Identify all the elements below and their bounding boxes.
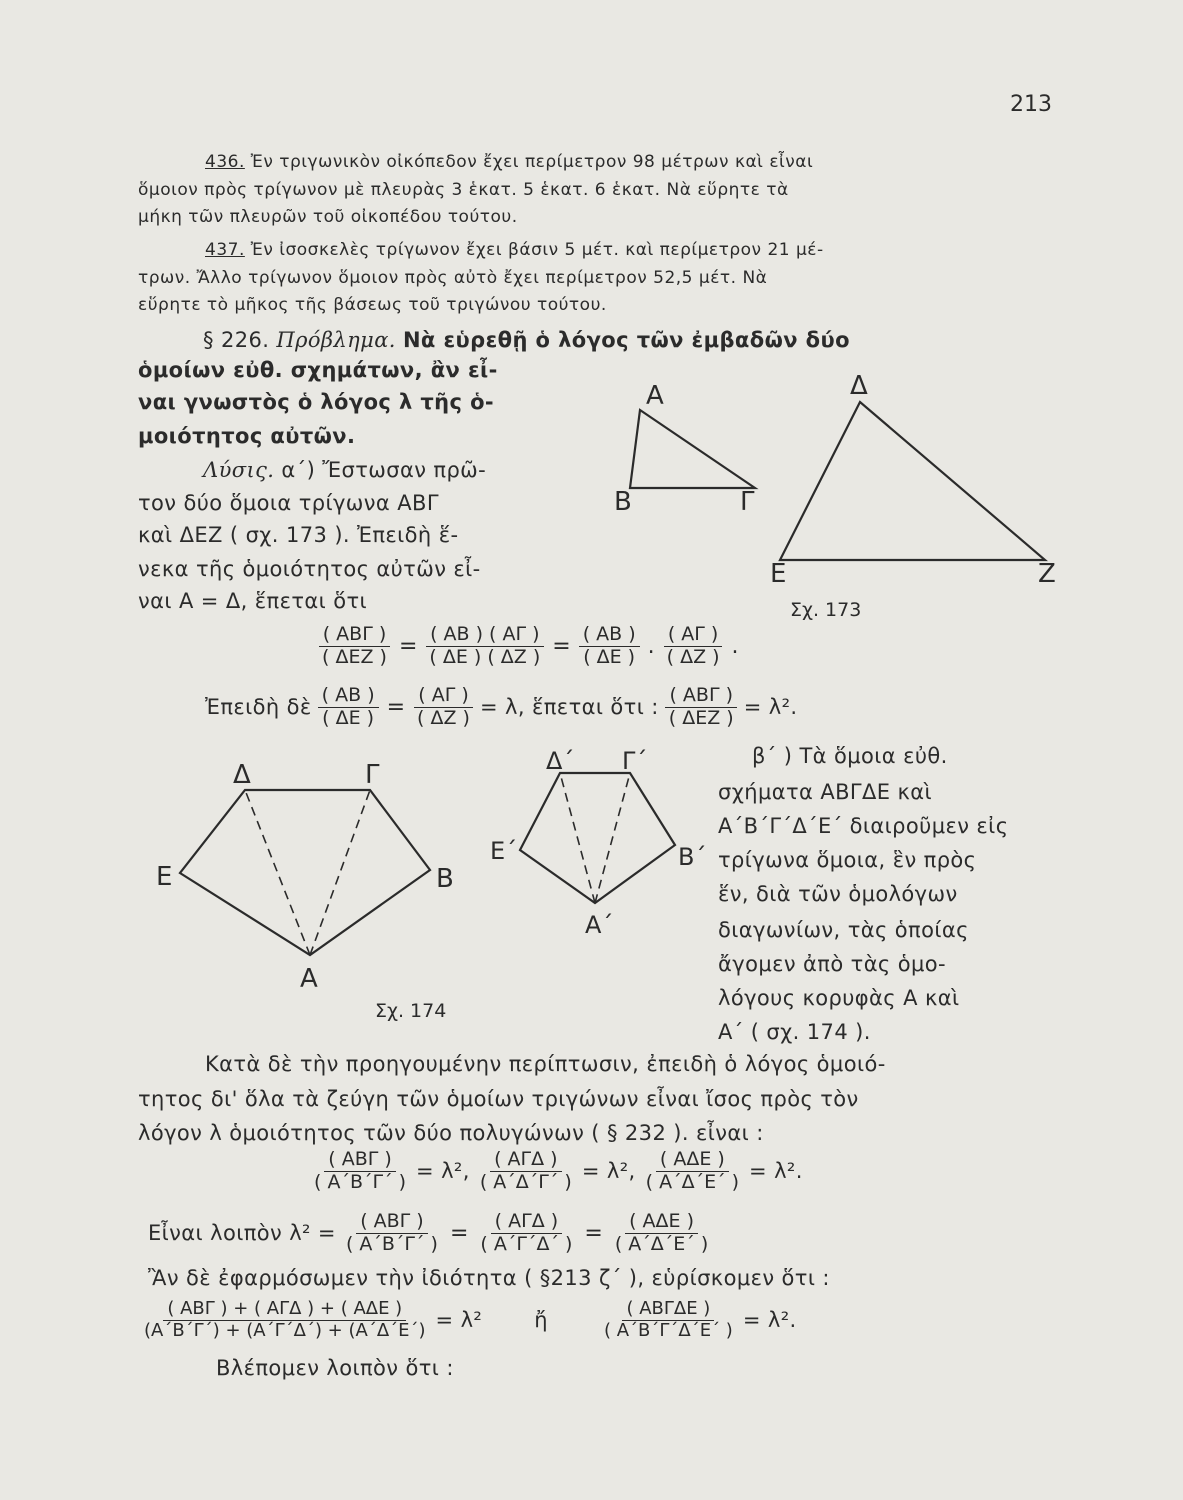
eq2-mid: = λ, ἕπεται ὅτι : <box>479 695 659 720</box>
big-pentagon <box>180 790 430 955</box>
label-b: Β <box>614 487 632 517</box>
eq2-fraction-2 <box>413 686 474 729</box>
part-b-line-4: τρίγωνα ὅμοια, ἓν πρὸς <box>718 848 977 872</box>
eq1-f4-num: ( ΑΓ ) <box>664 625 723 647</box>
equation-2 <box>205 686 798 729</box>
equation-4 <box>148 1212 712 1255</box>
figure-173-caption: Σχ. 173 <box>790 599 862 621</box>
paragraph-line-3: λόγον λ ὁμοιότητος τῶν δύο πολυγώνων ( § 232 ). εἶναι : <box>138 1121 764 1145</box>
triangle-dez <box>780 402 1045 560</box>
problem-title-line <box>203 328 850 352</box>
eq3-f3-den: ( Α΄Δ΄Ε΄ ) <box>645 1170 740 1193</box>
eq1-fraction-3 <box>579 625 640 668</box>
problem-label: Πρόβλημα. <box>276 328 396 352</box>
eq5-f2-num: ( ΑΒΓΔΕ ) <box>622 1300 714 1321</box>
eq5-f1-num: ( ΑΒΓ ) + ( ΑΓΔ ) + ( ΑΔΕ ) <box>163 1300 406 1321</box>
eq1-f1-den: ( ΔΕΖ ) <box>322 645 387 668</box>
page-number: 213 <box>1010 92 1052 117</box>
part-b-line-3: Α΄Β΄Γ΄Δ΄Ε΄ διαιροῦμεν εἰς <box>718 814 1009 838</box>
eq2-f3-den: ( ΔΕΖ ) <box>668 706 734 729</box>
eq1-fraction-1 <box>318 625 391 668</box>
problem-statement-3: ναι γνωστὸς ὁ λόγος λ τῆς ὁ- <box>138 390 495 414</box>
eq5-term-1: = λ² <box>435 1308 483 1333</box>
solution-text-1: α΄) Ἔστωσαν πρῶ- <box>281 458 487 482</box>
eq3-term-3: = λ². <box>749 1159 803 1184</box>
eq2-f2-den: ( ΔΖ ) <box>417 706 470 729</box>
eq4-fraction-3 <box>611 1212 712 1255</box>
last-line: Βλέπομεν λοιπὸν ὅτι : <box>216 1356 454 1380</box>
eq1-end: . <box>731 633 739 659</box>
exercise-437-text-1: Ἐν ἰσοσκελὲς τρίγωνον ἔχει βάσιν 5 μέτ. καὶ περίμετρον 21 μέ- <box>244 240 824 260</box>
part-b-line-5: ἕν, διὰ τῶν ὁμολόγων <box>718 882 958 906</box>
eq4-f2-den: ( Α΄Γ΄Δ΄ ) <box>480 1232 573 1255</box>
section-number: § 226. <box>203 328 270 352</box>
eq3-f1-den: ( Α΄Β΄Γ΄ ) <box>314 1170 407 1193</box>
eq2-f3-num: ( ΑΒΓ ) <box>665 686 737 708</box>
paragraph-line-1: Κατὰ δὲ τὴν προηγουμένην περίπτωσιν, ἐπειδὴ ὁ λόγος ὁμοιό- <box>205 1052 886 1076</box>
eq5-or: ἤ <box>534 1308 548 1333</box>
exercise-437-line-2: τρων. Ἄλλο τρίγωνον ὅμοιον πρὸς αὐτὸ ἔχει περίμετρον 52,5 μέτ. Νὰ <box>138 268 768 288</box>
small-label-a: Α΄ <box>585 911 614 939</box>
solution-line-4: νεκα τῆς ὁμοιότητος αὐτῶν εἶ- <box>138 557 481 581</box>
eq1-f2-den: ( ΔΕ ) ( ΔΖ ) <box>429 645 541 668</box>
eq5-fraction-1 <box>140 1300 430 1341</box>
exercise-436-line-2: ὅμοιον πρὸς τρίγωνον μὲ πλευρὰς 3 ἑκατ. 5 ἑκατ. 6 ἑκατ. Νὰ εὕρητε τὰ <box>138 180 789 200</box>
eq5-term-2: = λ². <box>742 1308 797 1333</box>
big-label-g: Γ <box>365 760 380 790</box>
eq4-equals-2: = <box>584 1220 603 1246</box>
part-b-line-1: β΄ ) Τὰ ὅμοια εὐθ. <box>752 744 948 768</box>
eq2-f1-num: ( ΑΒ ) <box>318 686 379 708</box>
exercise-436-line-1 <box>205 152 813 172</box>
eq4-fraction-2 <box>476 1212 576 1255</box>
exercise-436-number: 436. <box>205 152 245 172</box>
eq1-f1-num: ( ΑΒΓ ) <box>319 625 391 647</box>
equation-3 <box>310 1150 803 1193</box>
eq2-equals: = <box>386 694 406 720</box>
eq2-end: = λ². <box>743 695 798 720</box>
exercise-437-line-1 <box>205 240 824 260</box>
eq3-term-1: = λ², <box>416 1159 470 1184</box>
eq4-f3-den: ( Α΄Δ΄Ε΄ ) <box>614 1232 709 1255</box>
eq2-fraction-3 <box>665 686 738 729</box>
label-g: Γ <box>740 487 755 517</box>
equation-1 <box>318 625 741 668</box>
equation-5 <box>140 1300 797 1341</box>
problem-statement-4: μοιότητος αὐτῶν. <box>138 424 356 448</box>
eq4-f2-num: ( ΑΓΔ ) <box>491 1212 563 1234</box>
eq3-fraction-3 <box>642 1150 743 1193</box>
part-b-line-9: Α΄ ( σχ. 174 ). <box>718 1020 871 1044</box>
eq5-f1-den: (Α΄Β΄Γ΄) + (Α΄Γ΄Δ΄) + (Α΄Δ΄Ε΄) <box>144 1319 426 1341</box>
exercise-437-number: 437. <box>205 240 245 260</box>
label-z: Ζ <box>1038 559 1056 589</box>
eq3-f3-num: ( ΑΔΕ ) <box>656 1150 729 1172</box>
label-d: Δ <box>850 371 868 401</box>
eq2-f2-num: ( ΑΓ ) <box>414 686 473 708</box>
solution-label: Λύσις. <box>203 458 275 482</box>
eq5-fraction-2 <box>600 1300 737 1341</box>
figure-173 <box>600 370 1080 630</box>
part-b-line-8: λόγους κορυφὰς Α καὶ <box>718 986 960 1010</box>
eq2-fraction-1 <box>318 686 379 729</box>
eq3-f2-num: ( ΑΓΔ ) <box>490 1150 562 1172</box>
eq3-fraction-1 <box>310 1150 410 1193</box>
eq3-f2-den: ( Α΄Δ΄Γ΄ ) <box>479 1170 572 1193</box>
eq2-f1-den: ( ΔΕ ) <box>322 706 375 729</box>
eq4-f3-num: ( ΑΔΕ ) <box>625 1212 698 1234</box>
eq4-fraction-1 <box>342 1212 442 1255</box>
eq1-f3-den: ( ΔΕ ) <box>583 645 636 668</box>
exercise-437-line-3: εὕρητε τὸ μῆκος τῆς βάσεως τοῦ τριγώνου τούτου. <box>138 295 607 315</box>
small-label-g: Γ΄ <box>622 747 648 775</box>
eq1-fraction-4 <box>663 625 724 668</box>
big-label-a: Α <box>300 964 318 994</box>
eq4-equals-1: = <box>449 1220 469 1246</box>
exercise-436-text-1: Ἐν τριγωνικὸν οἰκόπεδον ἔχει περίμετρον 98 μέτρων καὶ εἶναι <box>244 152 814 172</box>
small-pentagon <box>520 773 675 903</box>
eq2-prefix: Ἐπειδὴ δὲ <box>205 695 312 720</box>
label-e: Ε <box>770 559 787 589</box>
eq1-f3-num: ( ΑΒ ) <box>579 625 640 647</box>
solution-line-2: τον δύο ὅμοια τρίγωνα ΑΒΓ <box>138 491 439 515</box>
problem-statement-2: ὁμοίων εὐθ. σχημάτων, ἂν εἶ- <box>138 358 498 382</box>
eq1-equals-2: = <box>552 633 571 659</box>
eq1-equals-1: = <box>398 633 418 659</box>
small-label-d: Δ΄ <box>546 747 575 775</box>
solution-line-3: καὶ ΔΕΖ ( σχ. 173 ). Ἐπειδὴ ἕ- <box>138 523 459 547</box>
paragraph-line-2: τητος δι' ὅλα τὰ ζεύγη τῶν ὁμοίων τριγώνων εἶναι ἴσος πρὸς τὸν <box>138 1087 859 1111</box>
big-label-d: Δ <box>233 760 251 790</box>
small-diagonal-ad <box>560 773 595 903</box>
problem-statement-1: Νὰ εὑρεθῇ ὁ λόγος τῶν ἐμβαδῶν δύο <box>402 328 850 352</box>
eq3-f1-num: ( ΑΒΓ ) <box>324 1150 396 1172</box>
eq5-f2-den: ( Α΄Β΄Γ΄Δ΄Ε΄ ) <box>603 1319 733 1341</box>
part-b-line-6: διαγωνίων, τὰς ὁποίας <box>718 918 969 942</box>
figure-174-caption: Σχ. 174 <box>375 1000 447 1022</box>
big-label-b: Β <box>436 864 454 894</box>
eq4-f1-num: ( ΑΒΓ ) <box>356 1212 428 1234</box>
small-label-e: Ε΄ <box>490 837 518 865</box>
solution-line-1 <box>203 458 486 482</box>
small-label-b: Β΄ <box>678 843 707 871</box>
big-label-e: Ε <box>156 862 173 892</box>
part-b-line-2: σχήματα ΑΒΓΔΕ καὶ <box>718 780 933 804</box>
small-diagonal-ag <box>595 773 630 903</box>
eq3-fraction-2 <box>476 1150 576 1193</box>
exercise-436-line-3: μήκη τῶν πλευρῶν τοῦ οἰκοπέδου τούτου. <box>138 207 518 227</box>
eq4-prefix: Εἶναι λοιπὸν λ² = <box>148 1221 336 1246</box>
eq1-dot: . <box>647 633 655 659</box>
figure-174 <box>140 747 707 1035</box>
eq1-f4-den: ( ΔΖ ) <box>666 645 720 668</box>
eq4-f1-den: ( Α΄Β΄Γ΄ ) <box>345 1232 438 1255</box>
eq1-fraction-2 <box>425 625 544 668</box>
big-diagonal-ad <box>245 790 310 955</box>
eq1-f2-num: ( ΑΒ ) ( ΑΓ ) <box>426 625 543 647</box>
big-diagonal-ag <box>310 790 370 955</box>
part-b-line-7: ἄγομεν ἀπὸ τὰς ὁμο- <box>718 952 946 976</box>
property-line: Ἂν δὲ ἐφαρμόσωμεν τὴν ἰδιότητα ( §213 ζ΄ ), εὑρίσκομεν ὅτι : <box>148 1266 830 1290</box>
eq3-term-2: = λ², <box>581 1159 636 1184</box>
triangle-abg <box>630 410 755 488</box>
solution-line-5: ναι Α = Δ, ἕπεται ὅτι <box>138 589 367 613</box>
label-a: Α <box>646 381 664 411</box>
